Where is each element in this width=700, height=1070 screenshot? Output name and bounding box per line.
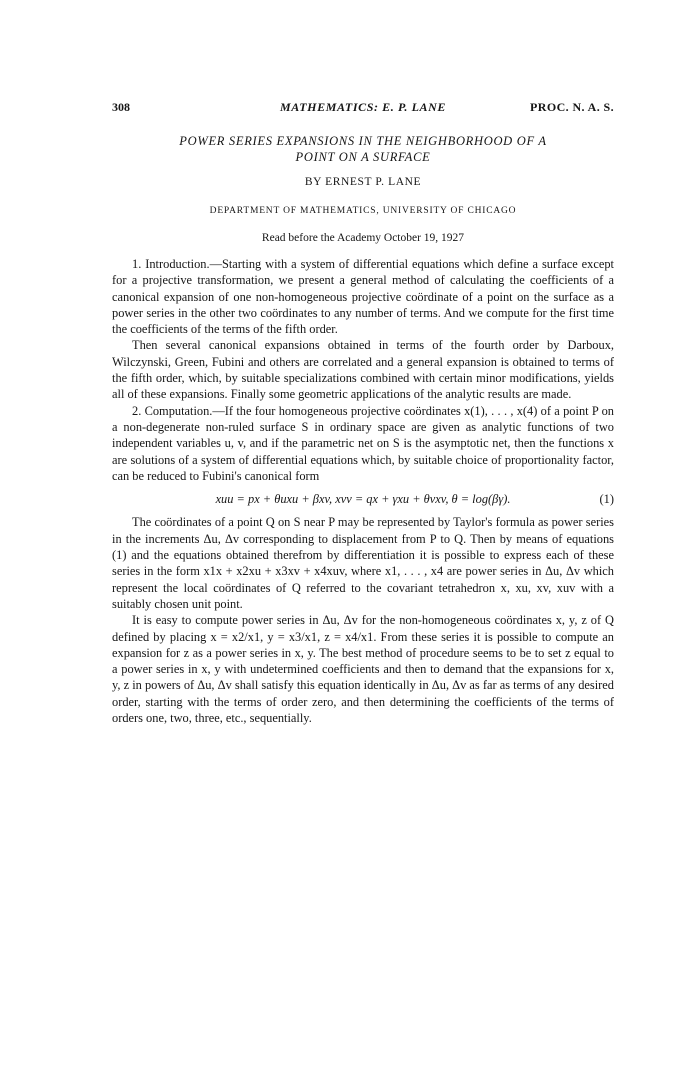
paragraph-power-series: It is easy to compute power series in Δu, Δv for the non-homogeneous coördinates x, y, z of Q defined by placing x = x2/x1, y = x3/x1, z = x4/x1. From these series it is possible to compute an expansion for z as a power series in x, y. The best method of procedure seems to be to set z equal to a power series in x, y with undetermined coefficients and then to demand that the expansions for x, y, z in powers of Δu, Δv shall satisfy this equation identically in Δu, Δv as far as terms of any desired order, starting with the terms of order zero, and then determining the coefficients of the terms of orders one, two, three, etc., sequentially. xyxy=(112,613,614,726)
equation-text: xuu = px + θuxu + βxv, xvv = qx + γxu + θvxv, θ = log(βγ). xyxy=(215,492,511,507)
article-body xyxy=(112,256,614,726)
paragraph-expansions: Then several canonical expansions obtained in terms of the fourth order by Darboux, Wilczynski, Green, Fubini and others are correlated and a general expansion is obtained to terms of the fifth order, which, by suitable specializations combined with certain minor modifications, yields all of these expansions. Finally some geometric applications of the analytic results are made. xyxy=(112,338,614,402)
running-title: MATHEMATICS: E. P. LANE xyxy=(280,100,446,114)
article-title xyxy=(112,133,614,165)
affiliation: DEPARTMENT OF MATHEMATICS, UNIVERSITY OF CHICAGO xyxy=(209,206,517,216)
equation-1 xyxy=(112,491,614,507)
article-title-line-2: POINT ON A SURFACE xyxy=(295,150,431,164)
journal-abbreviation: PROC. N. A. S. xyxy=(530,100,614,114)
page-number: 308 xyxy=(112,100,130,114)
paragraph-introduction: 1. Introduction.—Starting with a system of differential equations which define a surface except for a projective transformation, we present a general method of calculating the coefficients of a canonical expansion of one non-homogeneous projective coördinate of a point on the surface as a power series in the other two coördinates to any number of terms. And we compute for the first time the coefficients of the terms of the fifth order. xyxy=(112,257,614,337)
author-line: BY ERNEST P. LANE xyxy=(304,176,422,188)
paragraph-computation: 2. Computation.—If the four homogeneous projective coördinates x(1), . . . , x(4) of a point P on a non-degenerate non-ruled surface S in ordinary space are given as analytic functions of two independent variables u, v, and if the parametric net on S is the asymptotic net, then the functions x are solutions of a system of differential equations which, by suitable choice of proportionality factor, can be reduced to Fubini's canonical form xyxy=(112,403,614,483)
paragraph-taylor: The coördinates of a point Q on S near P may be represented by Taylor's formula as power series in the increments Δu, Δv corresponding to displacement from P to Q. Then by means of equations (1) and the equations obtained therefrom by differentiation it is possible to express each of these series in the form x1x + x2xu + x3xv + x4xuv, where x1, . . . , x4 are power series in Δu, Δv which represent the local coördinates of Q referred to the covariant tetrahedron x, xu, xv, xuv with a suitably chosen unit point. xyxy=(112,515,614,611)
read-date: Read before the Academy October 19, 1927 xyxy=(261,232,465,244)
article-title-line-1: POWER SERIES EXPANSIONS IN THE NEIGHBORHOOD OF A xyxy=(179,134,547,148)
equation-number: (1) xyxy=(599,492,614,507)
running-header xyxy=(112,100,614,116)
